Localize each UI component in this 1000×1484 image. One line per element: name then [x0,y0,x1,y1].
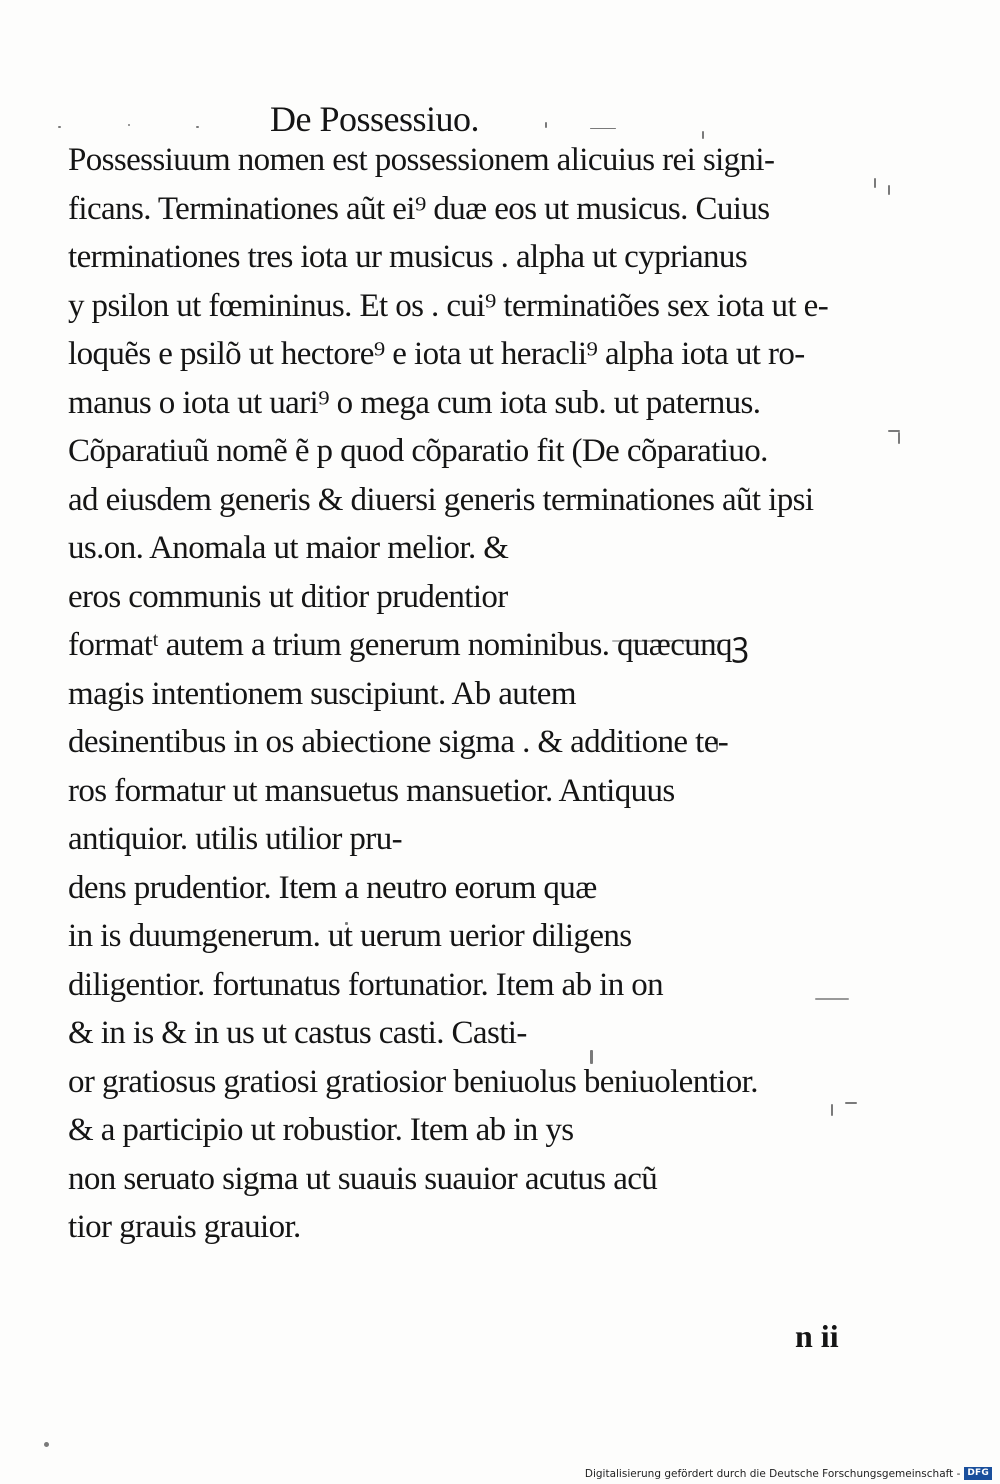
text-line: formatᵗ autem a trium generum nominibus. quæcunqꝫ [68,627,749,663]
scan-speck [196,126,199,128]
text-line: non seruato sigma ut suauis suauior acutus acũ [68,1160,658,1197]
scan-speck [590,128,616,129]
scan-speck [702,131,704,139]
text-line: loquẽs e psilõ ut hectore⁹ e iota ut heracli⁹ alpha iota ut ro- [68,336,805,372]
footer-text: Digitalisierung gefördert durch die Deutsche Forschungsgemeinschaft - [584,1467,961,1480]
scan-speck [44,1442,49,1447]
text-line: & in is & in us ut castus casti. Casti- [68,1015,527,1051]
scan-speck [58,126,61,128]
footer [585,1467,992,1480]
text-line: antiquior. utilis utilior pru- [68,821,402,857]
text-line: Cõparatiuũ nomẽ ẽ p quod cõparatio fit (De cõparatiuo. [68,433,768,469]
text-line: eros communis ut ditior prudentior [68,578,508,615]
page-heading: De Possessiuo. [270,99,480,139]
text-line: diligentior. fortunatus fortunatior. Item ab in on [68,966,664,1003]
text-line: y psilon ut fœmininus. Et os . cui⁹ terminatiões sex iota ut e- [68,287,829,324]
text-line: or gratiosus gratiosi gratiosior beniuolus beniuolentior. [68,1063,758,1100]
text-line: dens prudentior. Item a neutro eorum quæ [68,869,597,906]
scan-speck [128,124,130,126]
text-line: desinentibus in os abiectione sigma . & additione te- [68,724,729,760]
text-line: manus o iota ut uari⁹ o mega cum iota sub. ut paternus. [68,384,761,421]
dfg-logo: DFG [964,1467,992,1480]
text-line: tior grauis grauior. [68,1209,301,1245]
scan-speck [831,1104,833,1116]
scan-speck [545,122,547,128]
text-line: us.on. Anomala ut maior melior. & [68,530,509,566]
text-line: ficans. Terminationes aũt ei⁹ duæ eos ut musicus. Cuius [68,190,770,227]
text-line: terminationes tres iota ur musicus . alpha ut cyprianus [68,239,748,275]
scan-speck [898,432,900,444]
text-line: in is duumgenerum. ut uerum uerior diligens [68,918,632,954]
scan-speck [874,178,876,188]
text-line: magis intentionem suscipiunt. Ab autem [68,675,576,712]
text-line: ros formatur ut mansuetus mansuetior. Antiquus [68,772,675,809]
scan-speck [888,185,890,195]
text-line: ad eiusdem generis & diuersi generis terminationes aũt ipsi [68,481,814,518]
text-line: & a participio ut robustior. Item ab in ys [68,1112,574,1148]
signature-mark: n ii [795,1318,839,1354]
scan-speck [845,1102,857,1104]
scan-speck [815,998,849,1000]
text-line: Possessiuum nomen est possessionem alicuius rei signi- [68,142,775,178]
